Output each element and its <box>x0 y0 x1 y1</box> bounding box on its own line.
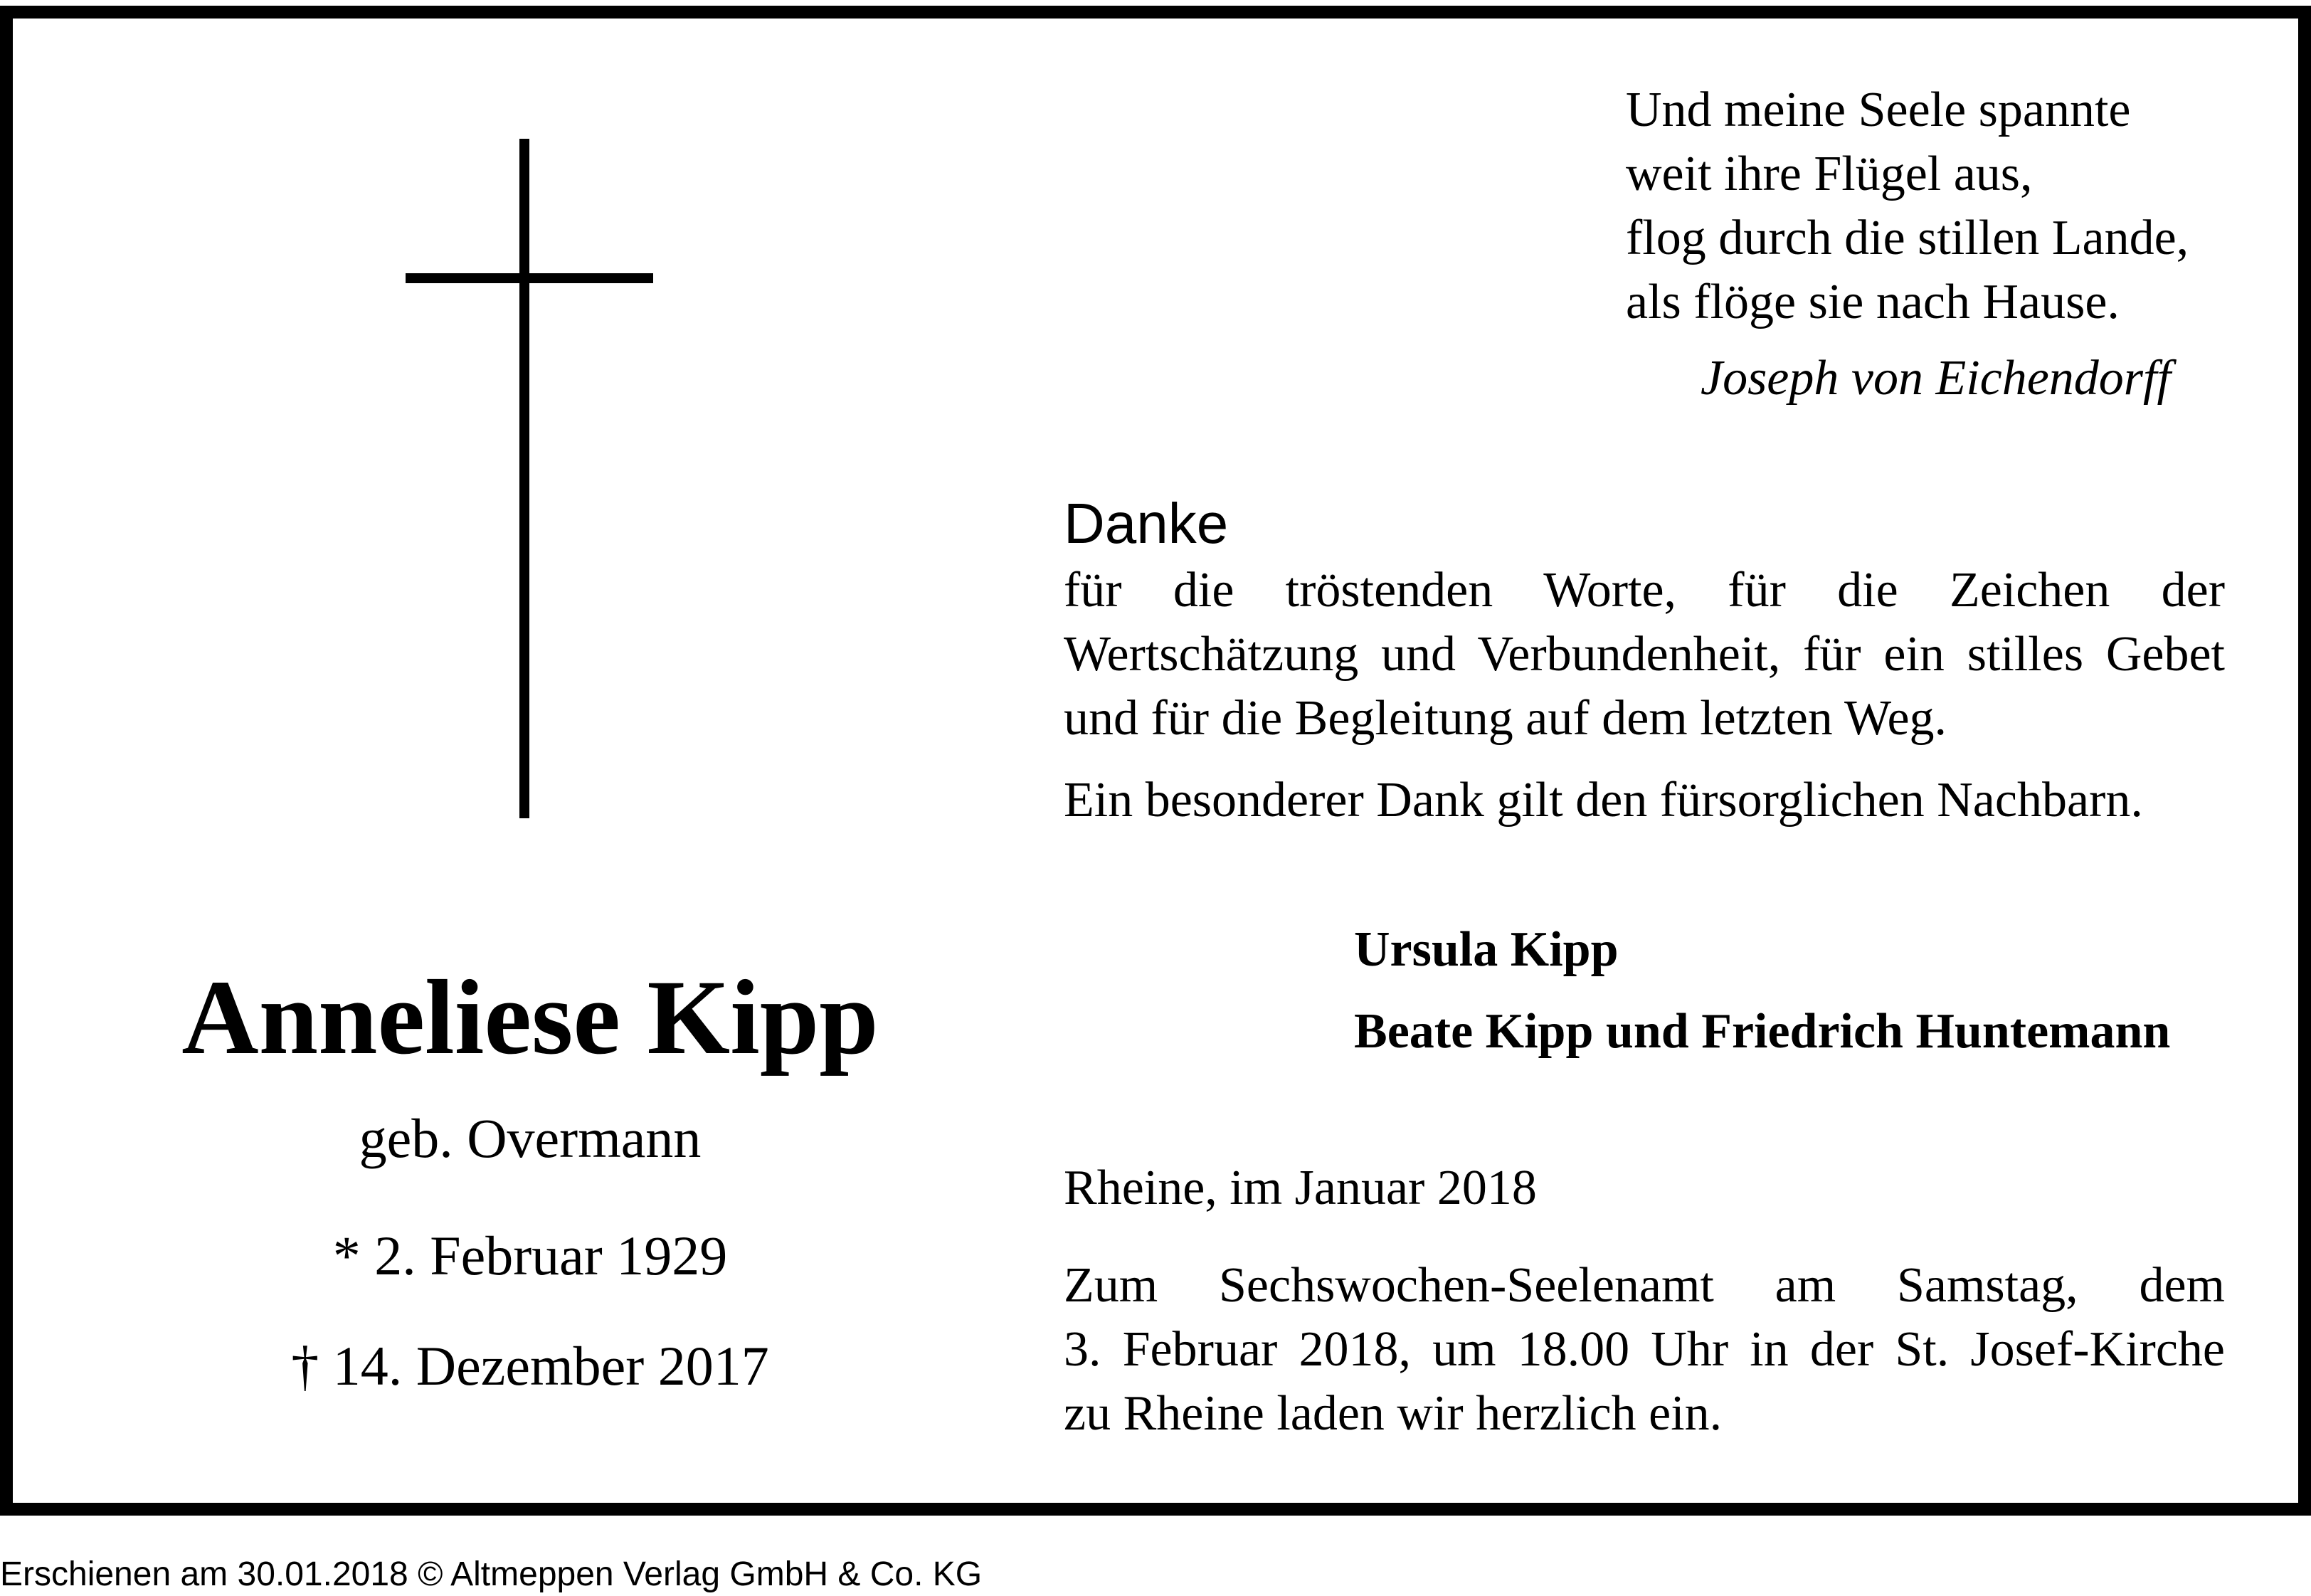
poem-line: weit ihre Flügel aus, <box>1626 147 2033 201</box>
thanks-text <box>1064 559 2225 751</box>
thanks-title: Danke <box>1064 492 1229 555</box>
place-date: Rheine, im Januar 2018 <box>1064 1161 1537 1215</box>
thanks-line: Wertschätzung und Verbundenheit, für ein stilles Gebet <box>1064 627 2225 682</box>
poem-author: Joseph von Eichendorff <box>1701 351 2171 406</box>
signature: Ursula Kipp <box>1354 922 1619 977</box>
thanks-line: und für die Begleitung auf dem letzten Weg. <box>1064 691 1947 746</box>
poem <box>1626 78 2189 334</box>
cross-icon <box>519 139 529 818</box>
service-line: zu Rheine laden wir herzlich ein. <box>1064 1386 1723 1441</box>
maiden-name: geb. Overmann <box>359 1107 702 1169</box>
deceased-name: Anneliese Kipp <box>181 958 879 1077</box>
poem-line: flog durch die stillen Lande, <box>1626 211 2189 265</box>
poem-line: als flöge sie nach Hause. <box>1626 275 2120 329</box>
service-announcement <box>1064 1254 2225 1446</box>
publication-footer: Erschienen am 30.01.2018 © Altmeppen Verlag GmbH & Co. KG <box>0 1555 983 1593</box>
service-line: Zum Sechswochen-Seelenamt am Samstag, dem <box>1064 1258 2225 1313</box>
signature: Beate Kipp und Friedrich Huntemann <box>1354 1004 2171 1059</box>
birth-date: * 2. Februar 1929 <box>332 1225 728 1286</box>
special-thanks: Ein besonderer Dank gilt den fürsorglichen Nachbarn. <box>1064 773 2143 828</box>
poem-line: Und meine Seele spannte <box>1626 83 2131 137</box>
thanks-line: für die tröstenden Worte, für die Zeichen der <box>1064 563 2225 618</box>
death-date: † 14. Dezember 2017 <box>291 1335 769 1397</box>
service-line: 3. Februar 2018, um 18.00 Uhr in der St. Josef-Kirche <box>1064 1322 2225 1377</box>
cross-icon-bar <box>406 273 653 283</box>
